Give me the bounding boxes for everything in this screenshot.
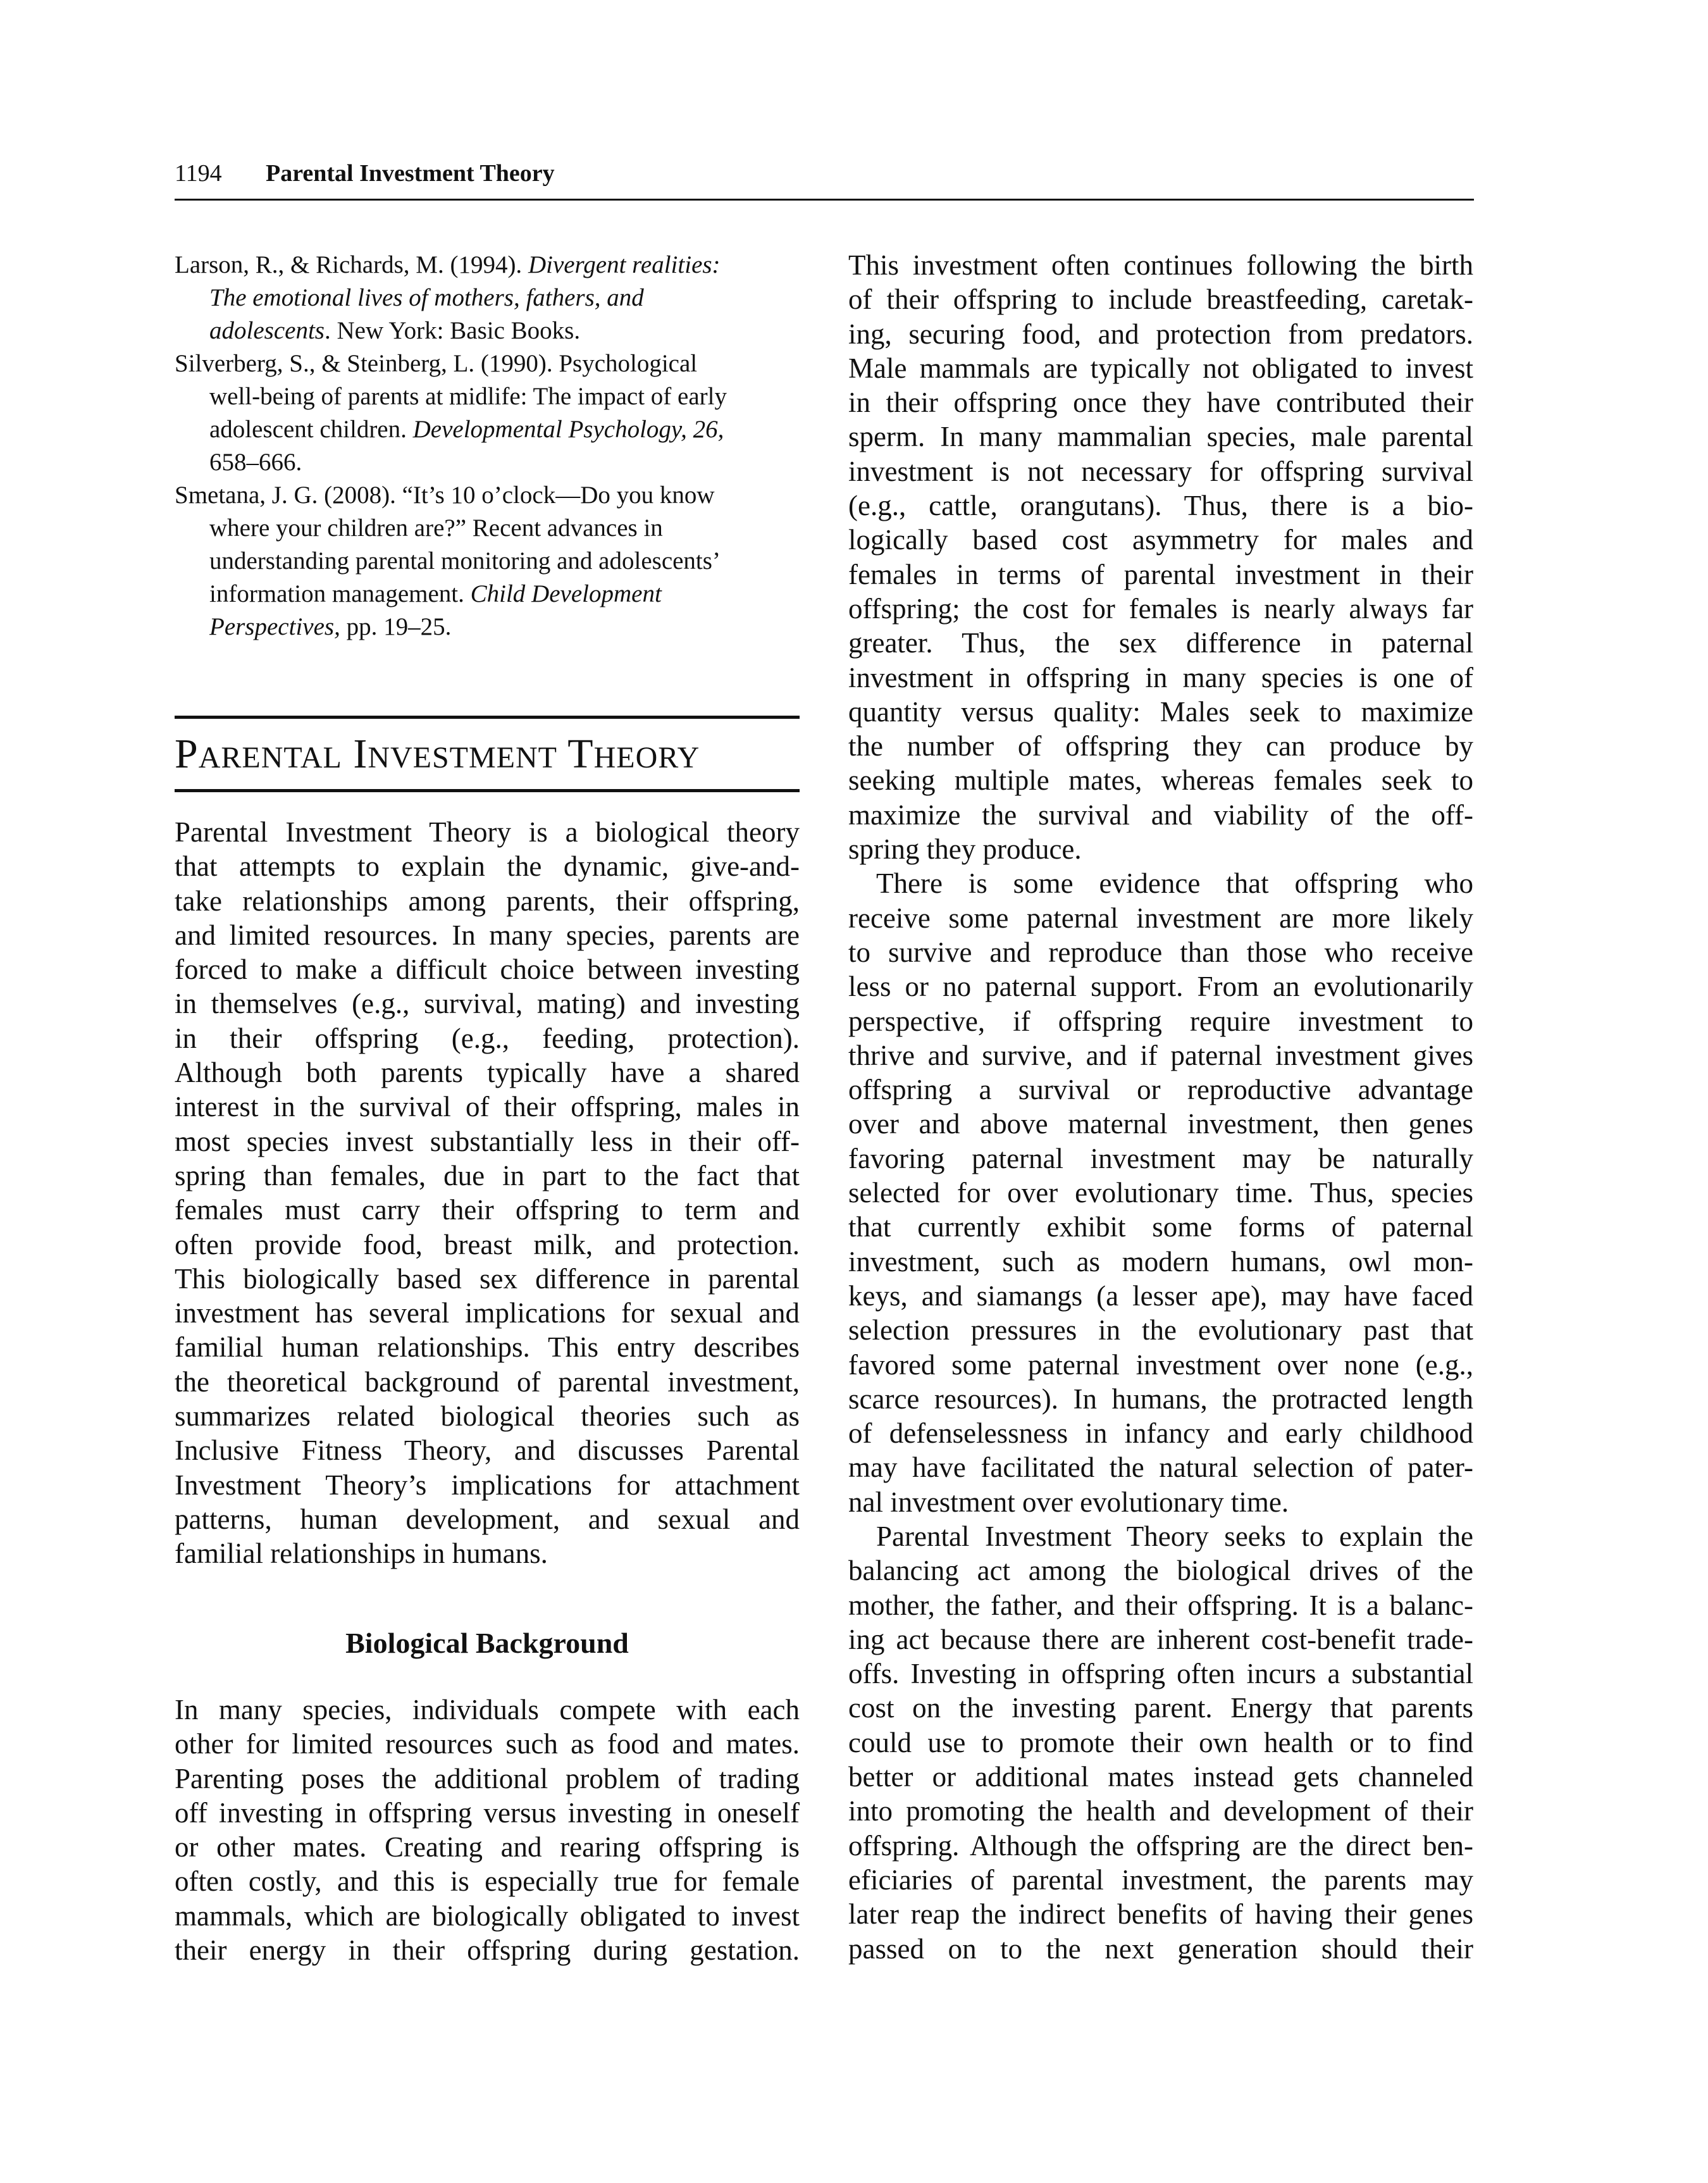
running-title: Parental Investment Theory	[266, 160, 555, 187]
reference-text: Divergent realities:	[528, 251, 721, 278]
body-text-line: thrive and survive, and if paternal investment gives	[848, 1039, 1473, 1071]
body-text-line: over and above maternal investment, then genes	[848, 1108, 1473, 1140]
title-rest: NVESTMENT	[368, 741, 557, 774]
body-text-line: offspring. Although the offspring are the direct ben-	[848, 1829, 1473, 1862]
title-initial: I	[353, 731, 368, 777]
body-text-line: forced to make a difficult choice between investing	[175, 954, 800, 986]
body-text-line: favoring paternal investment may be naturally	[848, 1142, 1473, 1174]
body-text-line: This biologically based sex difference in parental	[175, 1262, 800, 1295]
reference-line	[175, 446, 807, 479]
body-text-line: to survive and reproduce than those who receive	[848, 936, 1473, 968]
body-text-line: less or no paternal support. From an evolutionarily	[848, 971, 1473, 1003]
body-text-line: nal investment over evolutionary time.	[848, 1486, 1289, 1518]
reference-text: The emotional lives of mothers, fathers, and	[209, 284, 644, 311]
body-text-line: and limited resources. In many species, parents are	[175, 919, 800, 951]
body-text-line: perspective, if offspring require investment to	[848, 1005, 1473, 1037]
reference-text: understanding parental monitoring and adolescents’	[209, 547, 721, 575]
reference-text: Developmental Psychology, 26,	[412, 416, 724, 443]
reference-line	[175, 512, 807, 545]
body-text-line: Parenting poses the additional problem of trading	[175, 1762, 800, 1794]
body-text-line: (e.g., cattle, orangutans). Thus, there is a bio-	[848, 490, 1473, 522]
reference-text: well-being of parents at midlife: The impact of early	[209, 383, 727, 410]
body-text-line: eficiaries of parental investment, the parents may	[848, 1863, 1473, 1896]
reference-text: adolescent children.	[209, 416, 413, 443]
body-text-line: quantity versus quality: Males seek to maximize	[848, 695, 1473, 728]
body-text-line: mammals, which are biologically obligated to invest	[175, 1900, 800, 1932]
body-text-line: other for limited resources such as food and mates.	[175, 1728, 800, 1760]
reference-text: Silverberg, S., & Steinberg, L. (1990). Psychological	[175, 350, 698, 377]
reference-line	[175, 479, 807, 512]
title-initial: P	[175, 731, 199, 777]
body-text-line: favored some paternal investment over none (e.g.,	[848, 1348, 1473, 1381]
reference-text: adolescents	[209, 317, 325, 344]
body-text-line: may have facilitated the natural selection of pater-	[848, 1452, 1473, 1484]
right-column	[848, 248, 1473, 1966]
body-text-line: Parental Investment Theory is a biological theory	[175, 816, 800, 848]
body-text-line: that currently exhibit some forms of paternal	[848, 1211, 1473, 1243]
body-text-line: seeking multiple mates, whereas females seek to	[848, 764, 1473, 797]
body-text-line: of their offspring to include breastfeeding, caretak-	[848, 283, 1473, 316]
body-text-line: or other mates. Creating and rearing offspring is	[175, 1831, 800, 1863]
header-rule	[175, 199, 1474, 201]
body-text-line: later reap the indirect benefits of having their genes	[848, 1898, 1473, 1931]
left-column-intro	[175, 815, 800, 1571]
title-rule-bottom	[175, 789, 800, 792]
body-text-line: could use to promote their own health or to find	[848, 1726, 1473, 1758]
body-text-line: selection pressures in the evolutionary past that	[848, 1314, 1473, 1346]
body-text-line: passed on to the next generation should their	[848, 1932, 1473, 1965]
body-text-line: off investing in offspring versus investing in oneself	[175, 1796, 800, 1829]
body-text-line: offs. Investing in offspring often incurs a substantial	[848, 1658, 1473, 1690]
reference-line	[175, 314, 807, 347]
page-number: 1194	[175, 160, 222, 187]
body-text-line: their energy in their offspring during gestation.	[175, 1934, 800, 1967]
reference-text: Perspectives,	[209, 613, 340, 640]
body-text-line: most species invest substantially less in their off-	[175, 1125, 800, 1157]
body-text-line: better or additional mates instead gets channeled	[848, 1761, 1473, 1793]
reference-line	[175, 413, 807, 446]
body-text-line: selected for over evolutionary time. Thus, species	[848, 1177, 1473, 1209]
title-rest: HEORY	[593, 741, 700, 774]
body-text-line: often provide food, breast milk, and protection.	[175, 1228, 800, 1260]
body-text-line: investment is not necessary for offspring survival	[848, 455, 1473, 487]
body-text-line: spring they produce.	[848, 833, 1082, 866]
body-text-line: ing, securing food, and protection from predators.	[848, 318, 1473, 350]
reference-line	[175, 380, 807, 413]
reference-text: where your children are?” Recent advances in	[209, 514, 663, 542]
body-text-line: keys, and siamangs (a lesser ape), may have faced	[848, 1279, 1473, 1312]
body-text-line: spring than females, due in part to the fact that	[175, 1159, 800, 1191]
body-text-line: Inclusive Fitness Theory, and discusses Parental	[175, 1434, 800, 1467]
body-text-line: balancing act among the biological drives of the	[848, 1555, 1473, 1587]
body-text-line: offspring a survival or reproductive advantage	[848, 1074, 1473, 1106]
body-text-line: investment, such as modern humans, owl mon-	[848, 1245, 1473, 1278]
body-text-line: sperm. In many mammalian species, male parental	[848, 421, 1473, 453]
body-text-line: cost on the investing parent. Energy that parents	[848, 1692, 1473, 1724]
body-text-line: mother, the father, and their offspring. It is a balanc-	[848, 1589, 1473, 1621]
body-text-line: investment has several implications for sexual and	[175, 1297, 800, 1329]
body-text-line: the theoretical background of parental investment,	[175, 1365, 800, 1398]
reference-text: pp. 19–25.	[340, 613, 452, 640]
section-heading: Biological Background	[345, 1627, 629, 1659]
body-text-line: interest in the survival of their offspring, males in	[175, 1091, 800, 1123]
reference-text: Larson, R., & Richards, M. (1994).	[175, 251, 528, 278]
reference-text: Smetana, J. G. (2008). “It’s 10 o’clock—Do you know	[175, 482, 715, 509]
body-text-line: often costly, and this is especially true for female	[175, 1865, 800, 1898]
title-rule-top	[175, 716, 800, 719]
entry-title	[175, 729, 800, 783]
body-text-line: logically based cost asymmetry for males and	[848, 524, 1473, 556]
reference-line	[175, 611, 807, 644]
title-initial: T	[567, 731, 594, 777]
reference-text: 658–666.	[209, 449, 302, 476]
reference-text: information management.	[209, 580, 471, 607]
reference-text: . New York: Basic Books.	[324, 317, 581, 344]
body-text-line: in their offspring once they have contributed their	[848, 387, 1473, 419]
body-text-line: the number of offspring they can produce by	[848, 730, 1473, 762]
body-text-line: maximize the survival and viability of the off-	[848, 799, 1473, 831]
body-text-line: offspring; the cost for females is nearly always far	[848, 592, 1473, 625]
body-text-line: of defenselessness in infancy and early childhood	[848, 1417, 1473, 1450]
title-rest: ARENTAL	[198, 741, 342, 774]
body-text-line: ing act because there are inherent cost-benefit trade-	[848, 1623, 1473, 1655]
reference-line	[175, 249, 807, 282]
body-text-line: familial human relationships. This entry describes	[175, 1331, 800, 1364]
body-text-line: receive some paternal investment are more likely	[848, 902, 1473, 934]
body-text-line: investment in offspring in many species is one of	[848, 661, 1473, 693]
body-text-line: In many species, individuals compete with each	[175, 1694, 800, 1726]
reference-list	[175, 249, 807, 644]
body-text-line: greater. Thus, the sex difference in paternal	[848, 627, 1473, 659]
body-text-line: This investment often continues following the birth	[848, 249, 1473, 281]
body-text-line: familial relationships in humans.	[175, 1538, 548, 1570]
reference-line	[175, 545, 807, 578]
body-text-line: females must carry their offspring to term and	[175, 1194, 800, 1226]
body-text-line: in themselves (e.g., survival, mating) and investing	[175, 988, 800, 1020]
reference-text: Child Development	[470, 580, 662, 607]
body-text-line: Investment Theory’s implications for attachment	[175, 1469, 800, 1501]
running-header	[175, 159, 555, 187]
body-text-line: Although both parents typically have a shared	[175, 1057, 800, 1089]
body-text-line: that attempts to explain the dynamic, give-and-	[175, 850, 800, 883]
body-text-line: take relationships among parents, their offspring,	[175, 885, 800, 917]
body-text-line: Male mammals are typically not obligated to invest	[848, 352, 1473, 384]
body-text-line: summarizes related biological theories such as	[175, 1400, 800, 1433]
reference-line	[175, 347, 807, 380]
body-text-line: scarce resources). In humans, the protracted length	[848, 1383, 1473, 1415]
reference-line	[175, 578, 807, 611]
left-column-section	[175, 1693, 800, 1967]
body-text-line: Parental Investment Theory seeks to explain the	[876, 1520, 1473, 1552]
body-text-line: females in terms of parental investment in their	[848, 558, 1473, 590]
reference-line	[175, 282, 807, 314]
body-text-line: patterns, human development, and sexual and	[175, 1503, 800, 1535]
body-text-line: into promoting the health and development of their	[848, 1795, 1473, 1827]
body-text-line: in their offspring (e.g., feeding, protection).	[175, 1022, 800, 1054]
body-text-line: There is some evidence that offspring who	[876, 868, 1473, 900]
